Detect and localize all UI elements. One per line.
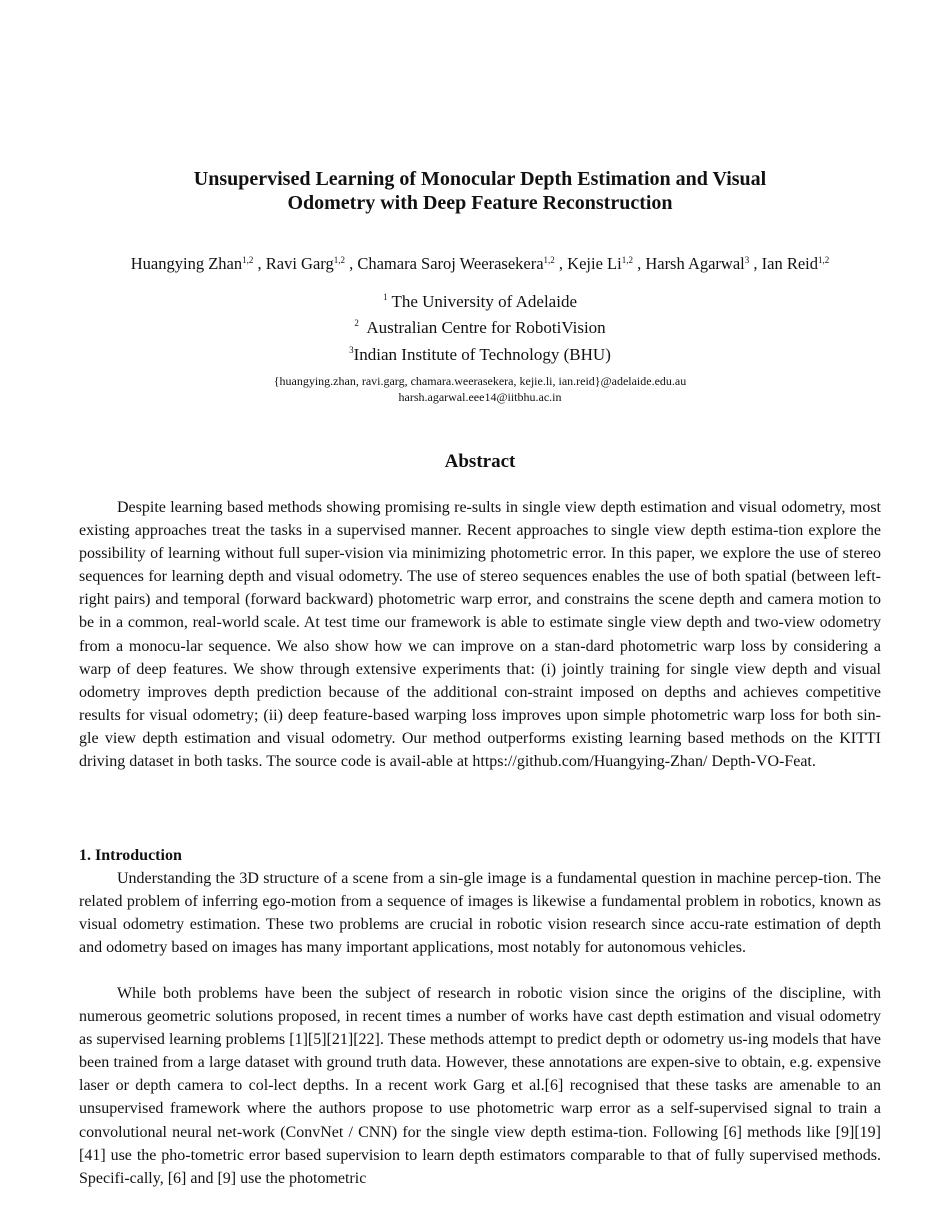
author-affiliation-mark: 1,2 [242,255,254,265]
paper-title [79,167,881,215]
author-affiliation-mark: 1,2 [543,255,555,265]
intro-paragraph-1: Understanding the 3D structure of a scene from a sin-gle image is a fundamental question in machine percep-tion. The related problem of inferring ego-motion from a sequence of images is likewise a fundamental problem in robotics, known as visual odometry estimation. These two problems are crucial in robotic vision research since accu-rate estimation of depth and odometry based on images has many important applications, most notably for autonomous vehicles. [79,870,881,957]
title-line-2: Odometry with Deep Feature Reconstruction [287,192,673,214]
author-affiliation-mark: 1,2 [333,255,345,265]
abstract-body: Despite learning based methods showing promising re-sults in single view depth estimation and visual odometry, most existing approaches treat the tasks in a supervised manner. Recent approaches to single view depth estima-tion explore the possibility of learning without full super-vision via minimizing photometric error. In this paper, we explore the use of stereo sequences for learning depth and visual odometry. The use of stereo sequences enables the use of both spatial (between left-right pairs) and temporal (forward backward) photometric warp error, and constrains the scene depth and camera motion to be in a common, real-world scale. At test time our framework is able to estimate single view depth and two-view odometry from a monocu-lar sequence. We also show how we can improve on a stan-dard photometric warp loss by considering a warp of deep features. We show through extensive experiments that: (i) jointly training for single view depth and visual odometry improves depth prediction because of the additional con-straint imposed on depths and achieves competitive results for visual odometry; (ii) deep feature-based warping loss improves upon simple photometric warp loss for both sin-gle view depth estimation and visual odometry. Our method outperforms existing learning based methods on the KITTI driving dataset in both tasks. The source code is avail-able at https://github.com/Huangying-Zhan/ Depth-VO-Feat. [79,499,881,771]
affiliation-mark: 3 [349,345,354,355]
affiliation-mark: 1 [383,292,388,302]
title-line-1: Unsupervised Learning of Monocular Depth Estimation and Visual [193,168,767,190]
author-name: Kejie Li [567,254,622,273]
affiliation-1 [79,292,881,312]
author-name: Harsh Agarwal [645,254,745,273]
author-name: Chamara Saroj Weerasekera [357,254,544,273]
author-list: Huangying Zhan$^{1,2}$ , Ravi Garg$^{1,2}$ , Chamara Saroj Weerasekera$^{1,2}$ , Kejie Li$^{1,2}$ , Harsh Agarwal$^3$ , Ian Reid$^{1,2}$ [130,254,830,273]
section-heading-introduction: 1. Introduction [79,847,182,864]
email-line-1: {huangying.zhan, ravi.garg, chamara.weerasekera, kejie.li, ian.reid}@adelaide.edu.au [273,374,687,388]
affiliation-name: Indian Institute of Technology (BHU) [353,345,611,364]
affiliation-name: The University of Adelaide [391,292,577,311]
author-affiliation-mark: 3 [744,255,750,265]
affiliation-3 [79,345,881,365]
author-affiliation-mark: 1,2 [621,255,633,265]
email-line-2: harsh.agarwal.eee14@iitbhu.ac.in [398,390,562,404]
affiliation-2 [79,318,881,338]
affiliation-mark: 2 [354,318,359,328]
intro-paragraph-2: While both problems have been the subject of research in robotic vision since the origins of the discipline, with numerous geometric solutions proposed, in recent times a number of works have cast depth estimation and visual odometry as supervised learning problems [1][5][21][22]. These methods attempt to predict depth or odometry us-ing models that have been trained from a large dataset with ground truth data. However, these annotations are expen-sive to obtain, e.g. expensive laser or depth camera to col-lect depths. In a recent work Garg et al.[6] recognised that these tasks are amenable to an unsupervised framework where the authors propose to use photometric warp error as a self-supervised signal to train a convolutional neural net-work (ConvNet / CNN) for the single view depth estima-tion. Following [6] methods like [9][19][41] use the pho-tometric error based supervision to learn depth estimators comparable to that of fully supervised methods. Specifi-cally, [6] and [9] use the photometric [79,985,881,1187]
author-affiliation-mark: 1,2 [818,255,830,265]
abstract-heading: Abstract [444,451,516,472]
affiliation-name: Australian Centre for RobotiVision [366,318,606,337]
author-name: Huangying Zhan [130,254,243,273]
author-name: Ian Reid [761,254,818,273]
author-name: Ravi Garg [265,254,334,273]
